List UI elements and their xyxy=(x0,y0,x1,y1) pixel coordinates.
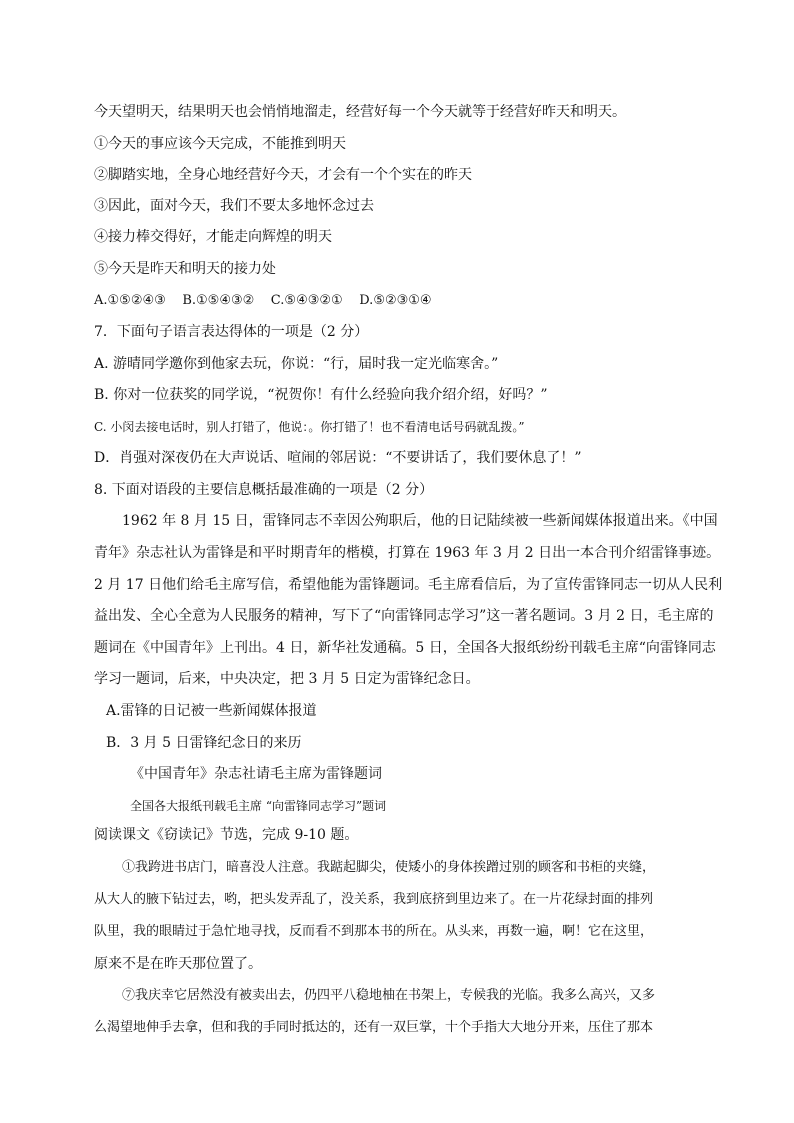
q7-option-a: A. 游晴同学邀你到他家去玩，你说：“行，届时我一定光临寒舍。” xyxy=(94,356,499,372)
reading-passage-line: 队里，我的眼睛过于急忙地寻找，反而看不到那本书的所在。从头来，再数一遍，啊！它在这里， xyxy=(94,924,654,939)
q7-option-b: B. 你对一位获奖的同学说，“祝贺你！有什么经验向我介绍介绍，好吗？” xyxy=(94,387,548,403)
q8-option-c: 《中国青年》杂志社请毛主席为雷锋题词 xyxy=(130,766,382,782)
q8-passage-line: 青年》杂志社认为雷锋是和平时期青年的楷模，打算在 1963 年 3 月 2 日出一本合刊介绍雷锋事迹。 xyxy=(94,545,721,561)
q8-passage-line: 题词在《中国青年》上刊出。4 日，新华社发通稿。5 日，全国各大报纸纷纷刊载毛主席“向雷锋同志 xyxy=(94,640,716,656)
sentence-1: ①今天的事应该今天完成，不能推到明天 xyxy=(94,136,346,152)
sentence-2: ②脚踏实地，全身心地经营好今天，才会有一个个实在的昨天 xyxy=(94,167,472,183)
q8-passage-line: 1962 年 8 月 15 日，雷锋同志不幸因公殉职后，他的日记陆续被一些新闻媒体报道出来。《中国 xyxy=(122,513,718,529)
q8-stem: 8. 下面对语段的主要信息概括最准确的一项是（2 分） xyxy=(94,482,434,498)
q7-option-c: C. 小闵去接电话时，别人打错了，他说：。你打错了！也不看清电话号码就乱拨。” xyxy=(94,420,525,434)
q7-stem: 7．下面句子语言表达得体的一项是（2 分） xyxy=(94,324,369,340)
q8-option-a: A.雷锋的日记被一些新闻媒体报道 xyxy=(106,703,317,719)
sentence-3: ③因此，面对今天，我们不要太多地怀念过去 xyxy=(94,198,374,214)
q8-option-d: 全国各大报纸刊载毛主席 “向雷锋同志学习”题词 xyxy=(130,799,387,813)
reading-passage-line: ①我跨进书店门，暗喜没人注意。我踮起脚尖，使矮小的身体挨蹭过别的顾客和书柜的夹缝， xyxy=(122,860,656,875)
intro-line: 今天望明天，结果明天也会悄悄地溜走，经营好每一个今天就等于经营好昨天和明天。 xyxy=(94,104,626,120)
reading-passage-line: 原来不是在昨天那位置了。 xyxy=(94,956,262,972)
reading-passage-line: ⑦我庆幸它居然没有被卖出去，仍四平八稳地柚在书架上，专候我的光临。我多么高兴，又多 xyxy=(122,988,656,1003)
reading-passage-line: 从大人的腋下钻过去，哟，把头发弄乱了，没关系，我到底挤到里边来了。在一片花绿封面的排列 xyxy=(94,892,654,907)
q8-passage-line: 2 月 17 日他们给毛主席写信，希望他能为雷锋题词。毛主席看信后，为了宣传雷锋同志一切从人民利 xyxy=(94,577,723,593)
q8-passage-line: 学习一题词，后来，中央决定，把 3 月 5 日定为雷锋纪念日。 xyxy=(94,671,480,687)
q8-option-b: B．3 月 5 日雷锋纪念日的来历 xyxy=(106,735,302,751)
reading-intro: 阅读课文《窃读记》节选，完成 9-10 题。 xyxy=(94,827,359,843)
q7-option-d: D．肖强对深夜仍在大声说话、喧闹的邻居说：“不要讲话了，我们要休息了！” xyxy=(94,450,582,466)
order-options: A.①⑤②④③ B.①⑤④③② C.⑤④③②① D.⑤②③①④ xyxy=(94,293,432,308)
q8-passage-line: 益出发、全心全意为人民服务的精神，写下了“向雷锋同志学习”这一著名题词。3 月 2 日，毛主席的 xyxy=(94,608,714,624)
sentence-4: ④接力棒交得好，才能走向辉煌的明天 xyxy=(94,229,332,245)
reading-passage-line: 么渴望地伸手去拿，但和我的手同时抵达的，还有一双巨掌，十个手指大大地分开来，压住了那本 xyxy=(94,1020,654,1035)
sentence-5: ⑤今天是昨天和明天的接力处 xyxy=(94,261,276,277)
